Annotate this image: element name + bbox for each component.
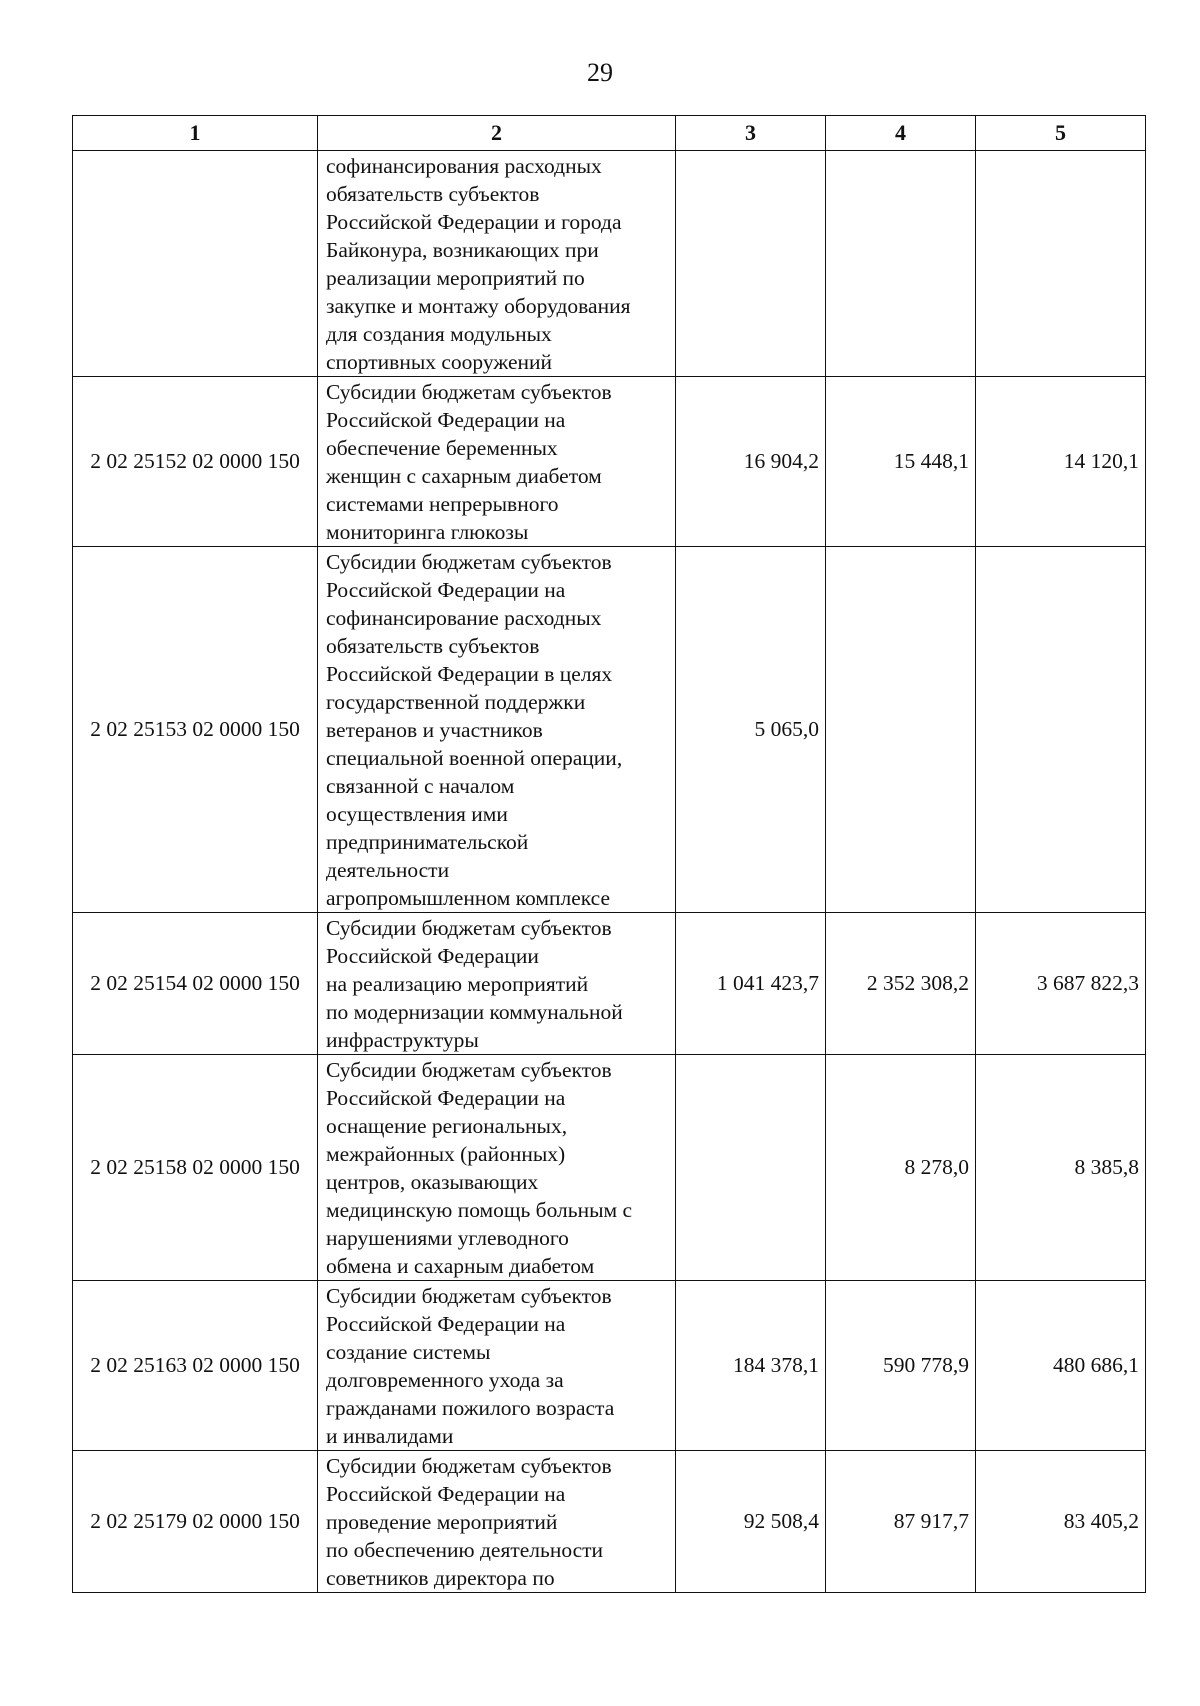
amount-cell-4: 590 778,9 <box>826 1281 976 1451</box>
amount-cell-5 <box>976 547 1146 913</box>
description-line: Субсидии бюджетам субъектов <box>326 1454 612 1478</box>
table-header-row <box>73 116 1146 151</box>
amount-cell-3 <box>676 1055 826 1281</box>
budget-table <box>72 115 1146 1593</box>
table-row <box>73 1451 1146 1593</box>
description-line: реализации мероприятий по <box>326 266 585 290</box>
description-line: на реализацию мероприятий <box>326 972 589 996</box>
amount-cell-3: 5 065,0 <box>676 547 826 913</box>
column-header-3: 3 <box>676 116 826 151</box>
amount-cell-4: 8 278,0 <box>826 1055 976 1281</box>
table-row <box>73 151 1146 377</box>
description-line: по обеспечению деятельности <box>326 1538 604 1562</box>
budget-code-cell: 2 02 25158 02 0000 150 <box>73 1055 318 1281</box>
description-cell <box>318 913 676 1055</box>
table-body <box>73 151 1146 1593</box>
description-line: системами непрерывного <box>326 492 559 516</box>
amount-cell-4 <box>826 547 976 913</box>
description-line: долговременного ухода за <box>326 1368 564 1392</box>
description-line: центров, оказывающих <box>326 1170 539 1194</box>
description-line: обмена и сахарным диабетом <box>326 1254 595 1278</box>
description-line: деятельности <box>326 858 450 882</box>
description-line: обязательств субъектов <box>326 182 540 206</box>
description-line: гражданами пожилого возраста <box>326 1396 615 1420</box>
description-cell <box>318 151 676 377</box>
description-line: Байконура, возникающих при <box>326 238 599 262</box>
description-line: советников директора по <box>326 1566 555 1590</box>
description-line: медицинскую помощь больным с <box>326 1198 633 1222</box>
description-cell <box>318 1055 676 1281</box>
description-line: для создания модульных <box>326 322 552 346</box>
description-cell <box>318 1281 676 1451</box>
budget-code-cell: 2 02 25153 02 0000 150 <box>73 547 318 913</box>
page-number: 29 <box>587 58 613 87</box>
budget-code-cell: 2 02 25163 02 0000 150 <box>73 1281 318 1451</box>
description-cell <box>318 377 676 547</box>
description-line: Российской Федерации на <box>326 578 566 602</box>
amount-cell-5: 3 687 822,3 <box>976 913 1146 1055</box>
description-line: софинансирование расходных <box>326 606 602 630</box>
amount-cell-4: 87 917,7 <box>826 1451 976 1593</box>
description-line: инфраструктуры <box>326 1028 479 1052</box>
description-line: по модернизации коммунальной <box>326 1000 623 1024</box>
description-line: Субсидии бюджетам субъектов <box>326 380 612 404</box>
description-line: Российской Федерации и города <box>326 210 622 234</box>
description-line: связанной с началом <box>326 774 515 798</box>
description-line: создание системы <box>326 1340 491 1364</box>
amount-cell-4: 2 352 308,2 <box>826 913 976 1055</box>
description-line: обеспечение беременных <box>326 436 558 460</box>
table-row <box>73 377 1146 547</box>
description-line: Субсидии бюджетам субъектов <box>326 1284 612 1308</box>
column-header-2: 2 <box>318 116 676 151</box>
description-line: Российской Федерации на <box>326 1312 566 1336</box>
description-line: специальной военной операции, <box>326 746 623 770</box>
amount-cell-5: 83 405,2 <box>976 1451 1146 1593</box>
description-line: спортивных сооружений <box>326 350 553 374</box>
description-line: софинансирования расходных <box>326 154 602 178</box>
description-line: проведение мероприятий <box>326 1510 558 1534</box>
budget-code-cell: 2 02 25152 02 0000 150 <box>73 377 318 547</box>
budget-code-cell <box>73 151 318 377</box>
description-line: Российской Федерации на <box>326 1086 566 1110</box>
description-line: Субсидии бюджетам субъектов <box>326 916 612 940</box>
amount-cell-5: 480 686,1 <box>976 1281 1146 1451</box>
description-line: предпринимательской <box>326 830 529 854</box>
description-line: Российской Федерации в целях <box>326 662 613 686</box>
description-cell <box>318 1451 676 1593</box>
amount-cell-4 <box>826 151 976 377</box>
description-line: нарушениями углеводного <box>326 1226 569 1250</box>
description-line: закупке и монтажу оборудования <box>326 294 631 318</box>
budget-code-cell: 2 02 25154 02 0000 150 <box>73 913 318 1055</box>
description-line: государственной поддержки <box>326 690 586 714</box>
column-header-5: 5 <box>976 116 1146 151</box>
table-row <box>73 913 1146 1055</box>
amount-cell-3 <box>676 151 826 377</box>
description-line: и инвалидами <box>326 1424 454 1448</box>
amount-cell-3: 16 904,2 <box>676 377 826 547</box>
amount-cell-3: 1 041 423,7 <box>676 913 826 1055</box>
amount-cell-3: 184 378,1 <box>676 1281 826 1451</box>
column-header-4: 4 <box>826 116 976 151</box>
column-header-1: 1 <box>73 116 318 151</box>
description-line: оснащение региональных, <box>326 1114 568 1138</box>
description-line: Субсидии бюджетам субъектов <box>326 550 612 574</box>
table-row <box>73 1055 1146 1281</box>
description-line: обязательств субъектов <box>326 634 540 658</box>
description-line: Субсидии бюджетам субъектов <box>326 1058 612 1082</box>
amount-cell-3: 92 508,4 <box>676 1451 826 1593</box>
description-line: агропромышленном комплексе <box>326 886 611 910</box>
table-row <box>73 1281 1146 1451</box>
description-line: Российской Федерации на <box>326 408 566 432</box>
description-line: женщин с сахарным диабетом <box>326 464 602 488</box>
description-line: мониторинга глюкозы <box>326 520 529 544</box>
description-line: осуществления ими <box>326 802 508 826</box>
description-line: ветеранов и участников <box>326 718 543 742</box>
budget-code-cell: 2 02 25179 02 0000 150 <box>73 1451 318 1593</box>
description-line: межрайонных (районных) <box>326 1142 566 1166</box>
amount-cell-5 <box>976 151 1146 377</box>
amount-cell-5: 8 385,8 <box>976 1055 1146 1281</box>
amount-cell-4: 15 448,1 <box>826 377 976 547</box>
amount-cell-5: 14 120,1 <box>976 377 1146 547</box>
description-cell <box>318 547 676 913</box>
description-line: Российской Федерации на <box>326 1482 566 1506</box>
description-line: Российской Федерации <box>326 944 539 968</box>
table-row <box>73 547 1146 913</box>
